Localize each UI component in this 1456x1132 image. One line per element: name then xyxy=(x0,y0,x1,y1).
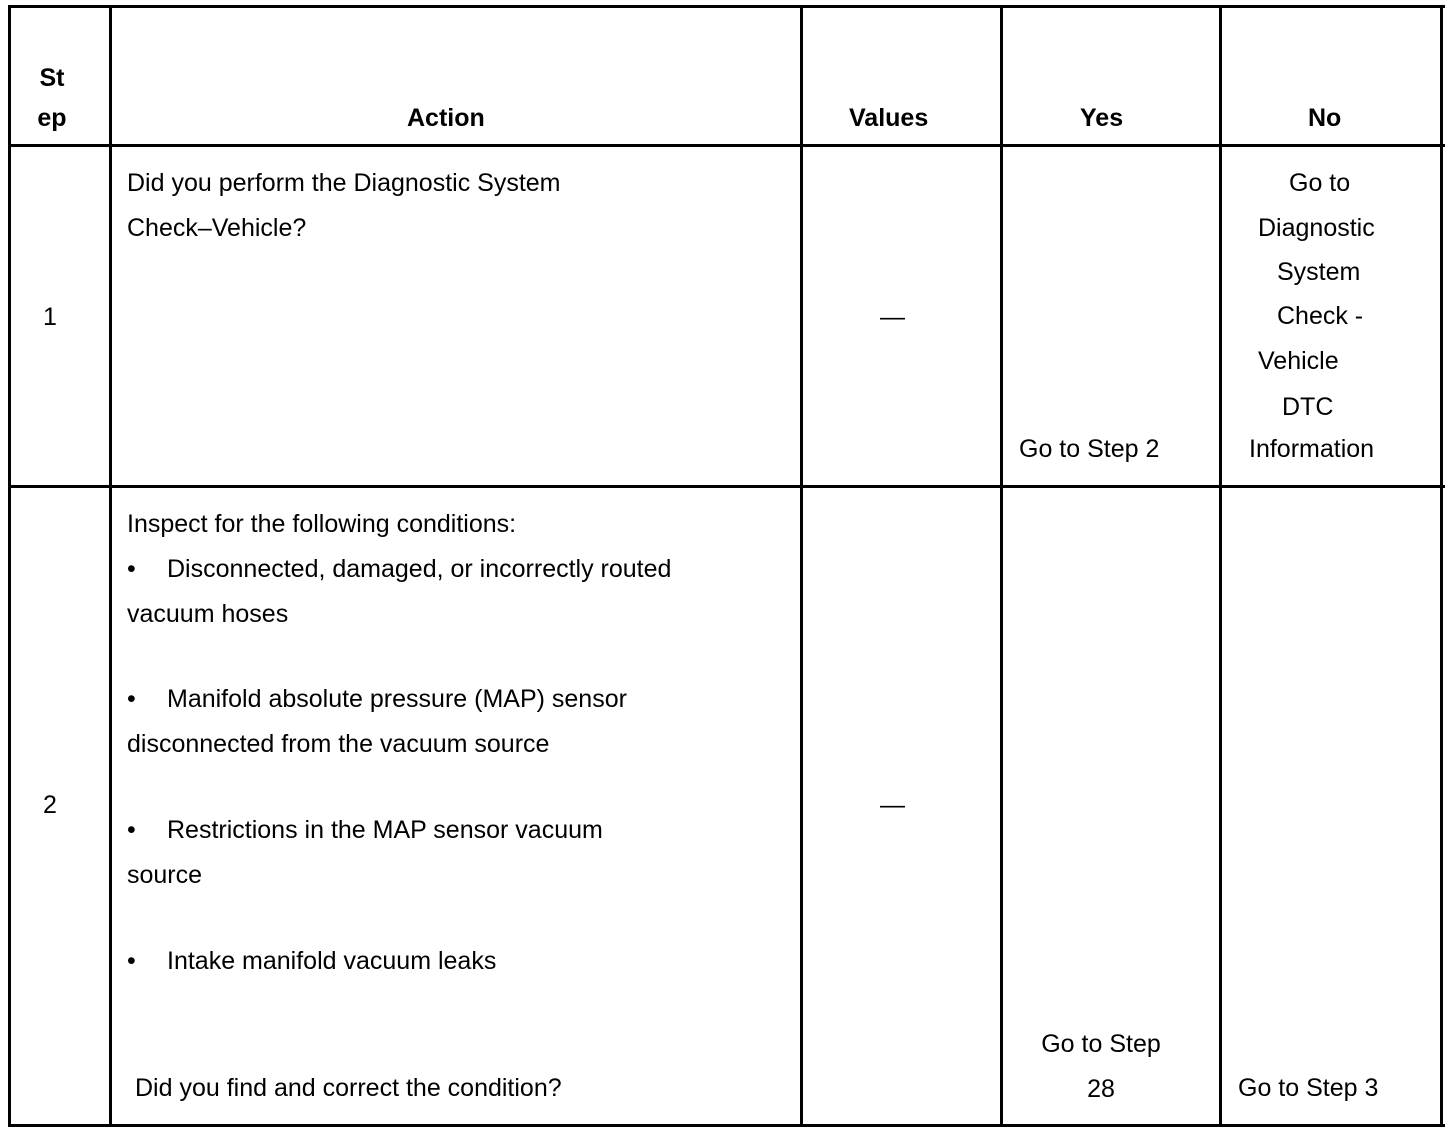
values-text: — xyxy=(880,303,905,331)
action-intro: Inspect for the following conditions: xyxy=(127,510,517,538)
row-divider xyxy=(8,144,1445,147)
condition-bullet: • Manifold absolute pressure (MAP) sensor disconnected from the vacuum source xyxy=(127,677,627,766)
yes-text: Go to Step 2 xyxy=(1019,435,1160,463)
condition-bullet: • Restrictions in the MAP sensor vacuum source xyxy=(127,808,603,897)
step-number: 2 xyxy=(43,791,57,819)
yes-text: Go to Step 28 xyxy=(1041,1030,1161,1103)
header-step: St ep xyxy=(37,64,67,132)
table-border-top xyxy=(8,5,1445,8)
condition-bullet: • Disconnected, damaged, or incorrectly routed vacuum hoses xyxy=(127,547,671,636)
column-divider xyxy=(1219,5,1222,1127)
table-border-bottom xyxy=(8,1124,1445,1127)
step-number: 1 xyxy=(43,303,57,331)
condition-bullet: • Intake manifold vacuum leaks xyxy=(127,939,496,984)
bullet-icon: • xyxy=(127,816,136,844)
header-yes: Yes xyxy=(1080,104,1124,132)
column-divider xyxy=(1000,5,1003,1127)
table-border-left xyxy=(8,5,11,1127)
table-border-right xyxy=(1440,5,1443,1127)
question-text: Did you find and correct the condition? xyxy=(135,1074,562,1102)
row-divider xyxy=(8,485,1445,488)
column-divider xyxy=(109,5,112,1127)
bullet-icon: • xyxy=(127,947,136,975)
bullet-icon: • xyxy=(127,685,136,713)
no-text: Go to Step 3 xyxy=(1238,1074,1379,1102)
header-action: Action xyxy=(407,104,485,132)
values-text: — xyxy=(880,791,905,819)
column-divider xyxy=(800,5,803,1127)
header-no: No xyxy=(1308,104,1342,132)
action-text: Did you perform the Diagnostic System Check–Vehicle? xyxy=(127,169,561,242)
header-values: Values xyxy=(849,104,929,132)
bullet-icon: • xyxy=(127,555,136,583)
